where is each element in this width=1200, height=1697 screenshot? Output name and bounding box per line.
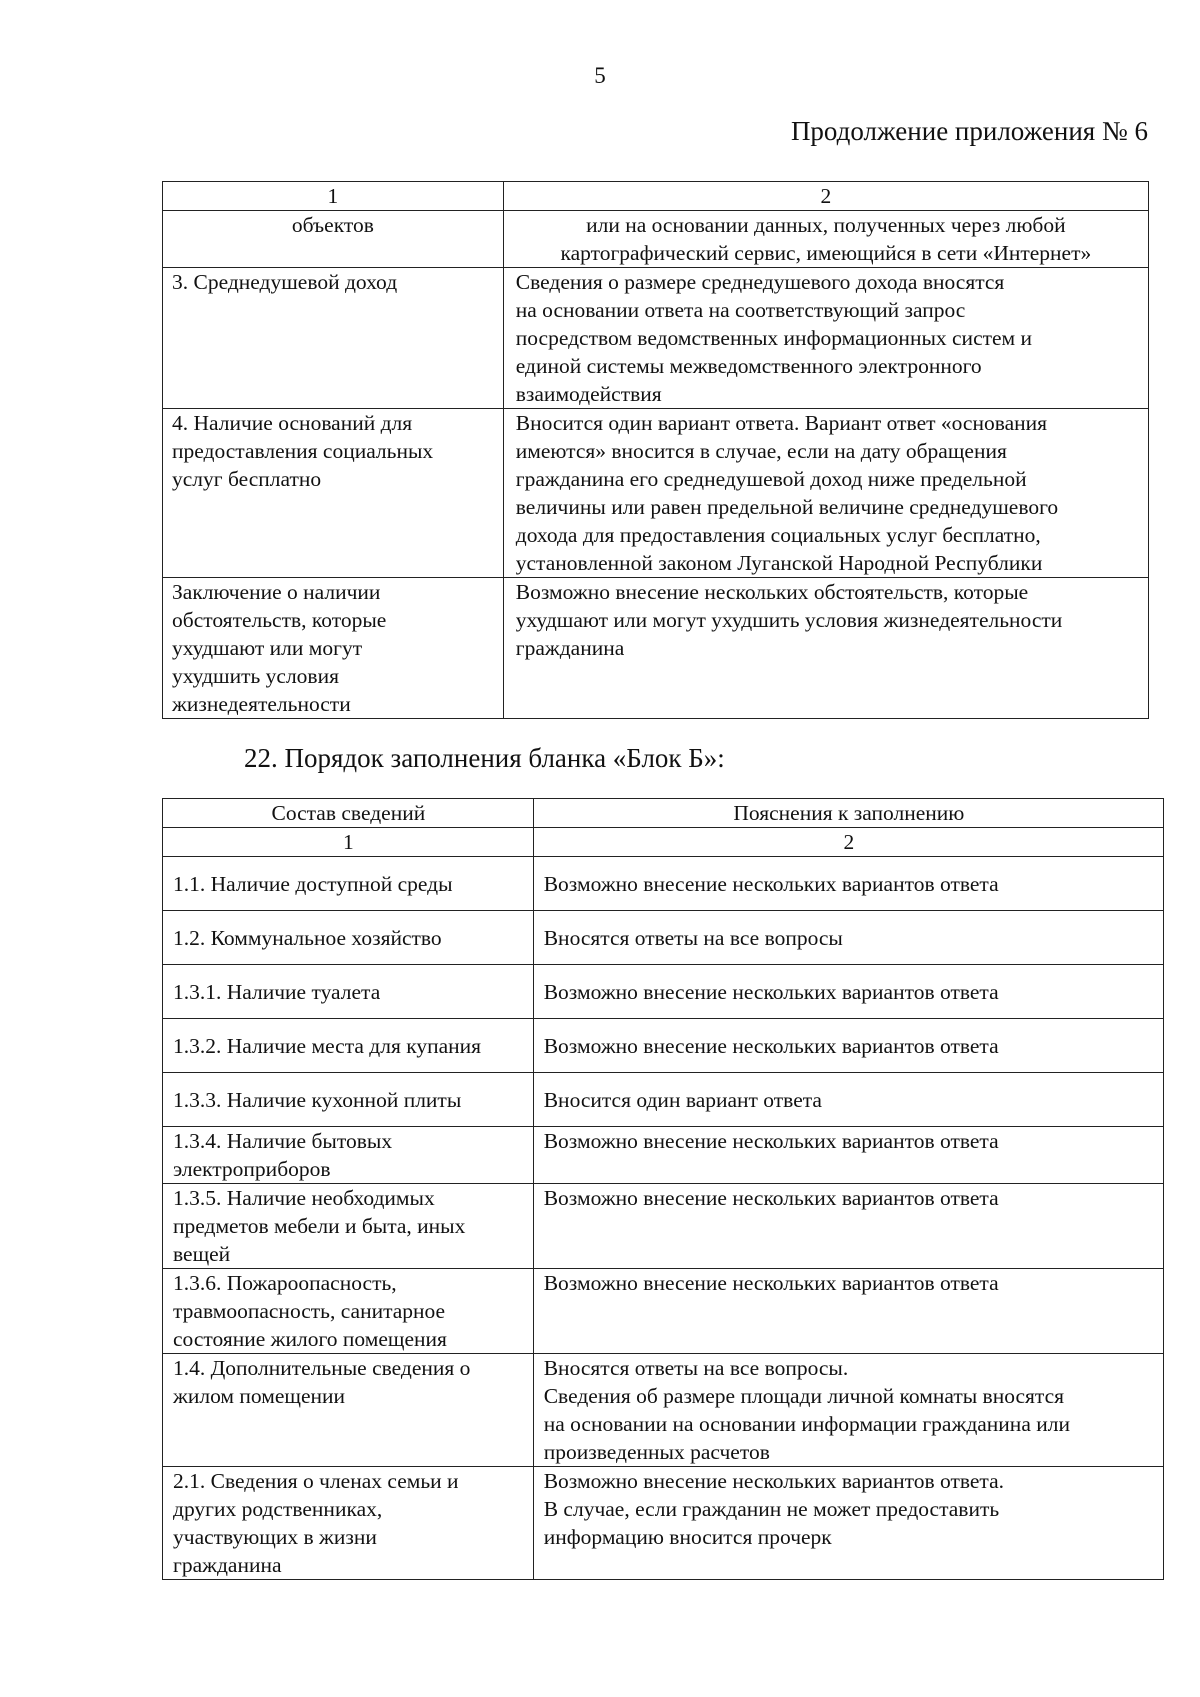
table-1 bbox=[162, 181, 1149, 719]
table-2-cell-col1: 1.3.2. Наличие места для купания bbox=[163, 1019, 534, 1073]
table-2-cell-col1: 2.1. Сведения о членах семьи и других родственниках, участвующих в жизни гражданина bbox=[163, 1467, 534, 1580]
table-2-cell-col2: Вносятся ответы на все вопросы. Сведения об размере площади личной комнаты вносятся на основании на основании информации гражданина или произведенных расчетов bbox=[533, 1354, 1163, 1467]
table-2-cell-col1: 1.3.4. Наличие бытовых электроприборов bbox=[163, 1127, 534, 1184]
table-2-row bbox=[163, 1354, 1164, 1467]
table-2-cell-col2: Возможно внесение нескольких вариантов ответа bbox=[533, 965, 1163, 1019]
table-2-row bbox=[163, 857, 1164, 911]
table-2-cell-col1: 1.3.5. Наличие необходимых предметов мебели и быта, иных вещей bbox=[163, 1184, 534, 1269]
table-2-cell-col2: Вносятся ответы на все вопросы bbox=[533, 911, 1163, 965]
table-2 bbox=[162, 798, 1164, 1580]
table-2-row bbox=[163, 1019, 1164, 1073]
table-1-cell-col2: Возможно внесение нескольких обстоятельств, которые ухудшают или могут ухудшить условия жизнедеятельности гражданина bbox=[503, 578, 1148, 719]
table-2-cell-col2: Возможно внесение нескольких вариантов ответа bbox=[533, 1184, 1163, 1269]
table-2-header-label-1: Состав сведений bbox=[163, 799, 534, 828]
table-1-row bbox=[163, 578, 1149, 719]
table-2-header-row bbox=[163, 799, 1164, 828]
table-2-cell-col1: 1.3.6. Пожароопасность, травмоопасность, санитарное состояние жилого помещения bbox=[163, 1269, 534, 1354]
table-1-cell-col1: объектов bbox=[163, 211, 504, 268]
table-2-cell-col1: 1.1. Наличие доступной среды bbox=[163, 857, 534, 911]
section-title: 22. Порядок заполнения бланка «Блок Б»: bbox=[244, 743, 725, 773]
table-2-row bbox=[163, 1073, 1164, 1127]
table-2-row bbox=[163, 911, 1164, 965]
table-2-cell-col1: 1.3.3. Наличие кухонной плиты bbox=[163, 1073, 534, 1127]
table-2-cell-col1: 1.3.1. Наличие туалета bbox=[163, 965, 534, 1019]
table-1-cell-col1: 3. Среднедушевой доход bbox=[163, 268, 504, 409]
table-2-cell-col1: 1.4. Дополнительные сведения о жилом помещении bbox=[163, 1354, 534, 1467]
table-1-row bbox=[163, 211, 1149, 268]
table-2-cell-col2: Возможно внесение нескольких вариантов ответа bbox=[533, 857, 1163, 911]
table-1-cell-col1: Заключение о наличии обстоятельств, которые ухудшают или могут ухудшить условия жизнедеятельности bbox=[163, 578, 504, 719]
table-2-row bbox=[163, 1467, 1164, 1580]
table-1-row bbox=[163, 268, 1149, 409]
table-2-cell-col2: Возможно внесение нескольких вариантов ответа. В случае, если гражданин не может предоставить информацию вносится прочерк bbox=[533, 1467, 1163, 1580]
table-2-row bbox=[163, 1184, 1164, 1269]
table-1-cell-col2: Сведения о размере среднедушевого дохода вносятся на основании ответа на соответствующий запрос посредством ведомственных информационных систем и единой системы межведомственного электронного взаимодействия bbox=[503, 268, 1148, 409]
table-1-row bbox=[163, 409, 1149, 578]
table-1-cell-col2: или на основании данных, полученных через любой картографический сервис, имеющийся в сети «Интернет» bbox=[503, 211, 1148, 268]
table-2-cell-col2: Возможно внесение нескольких вариантов ответа bbox=[533, 1019, 1163, 1073]
table-2-header-number-2: 2 bbox=[533, 828, 1163, 857]
table-2-row bbox=[163, 1127, 1164, 1184]
table-2-row bbox=[163, 1269, 1164, 1354]
page-number: 5 bbox=[594, 63, 606, 88]
table-1-header-cell-1: 1 bbox=[163, 182, 504, 211]
table-2-cell-col1: 1.2. Коммунальное хозяйство bbox=[163, 911, 534, 965]
table-2-number-row bbox=[163, 828, 1164, 857]
table-2-cell-col2: Возможно внесение нескольких вариантов ответа bbox=[533, 1269, 1163, 1354]
table-2-cell-col2: Вносится один вариант ответа bbox=[533, 1073, 1163, 1127]
appendix-title: Продолжение приложения № 6 bbox=[790, 116, 1148, 146]
table-2-header-number-1: 1 bbox=[163, 828, 534, 857]
table-1-header-cell-2: 2 bbox=[503, 182, 1148, 211]
table-2-header-label-2: Пояснения к заполнению bbox=[533, 799, 1163, 828]
table-1-header-row bbox=[163, 182, 1149, 211]
table-2-cell-col2: Возможно внесение нескольких вариантов ответа bbox=[533, 1127, 1163, 1184]
table-2-row bbox=[163, 965, 1164, 1019]
table-1-cell-col1: 4. Наличие оснований для предоставления социальных услуг бесплатно bbox=[163, 409, 504, 578]
table-1-cell-col2: Вносится один вариант ответа. Вариант ответ «основания имеются» вносится в случае, если на дату обращения гражданина его среднедушевой доход ниже предельной величины или равен предельной величине среднедушевого дохода для предоставления социальных услуг бесплатно, установленной законом Луганской Народной Республики bbox=[503, 409, 1148, 578]
